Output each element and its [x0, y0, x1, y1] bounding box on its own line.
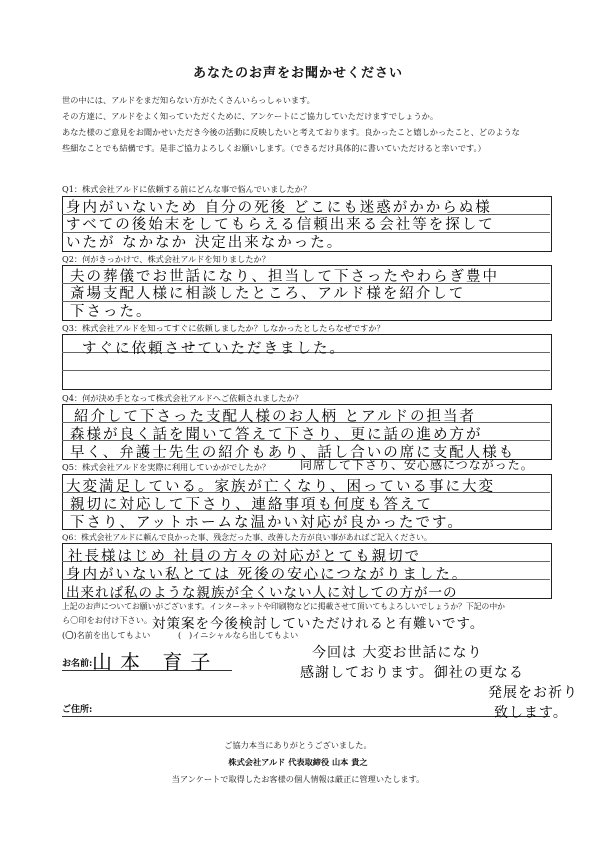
circle-mark: 〇 [65, 630, 74, 640]
handwritten-note-line: 致します。 [494, 705, 568, 721]
consent-text: ら〇印をお付け下さい。 [62, 615, 153, 625]
handwritten-answer-line: 紹介して下さった支配人様のお人柄 とアルドの担当者 [74, 409, 477, 425]
handwritten-answer-line: 下さり、アットホームな温かい対応が良かったです。 [70, 515, 464, 531]
address-label: ご住所: [62, 705, 93, 715]
handwritten-answer-line: 斎場支配人様に相談したところ、アルド様を紹介して [70, 286, 466, 302]
handwritten-answer-line: 早く、弁護士先生の紹介もあり、話し合いの席に支配人様も [70, 445, 516, 461]
question-5: Q5：株式会社アルドを実際に利用していかがでしたか？ [62, 462, 271, 472]
consent-text: 上記のお声についてお願いがございます。インターネットや印刷物などに掲載させて頂いてもよろしいでしょうか？下記の中か [62, 602, 505, 611]
question-1: Q1：株式会社アルドに依頼する前にどんな事で悩んでいましたか？ [62, 184, 312, 194]
consent-option-initial: ( )イニシャルなら出してもよい [178, 630, 299, 640]
footer-thanks: ご協力本当にありがとうございました。 [224, 740, 372, 750]
handwritten-comment: 対策案を今後検討していただけれると有難いです。 [152, 616, 485, 632]
handwritten-answer-line: 同席して下さり、安心感につながった。 [300, 458, 534, 472]
handwritten-note-line: 発展をお祈り [488, 685, 578, 701]
handwritten-answer-line: 社長様はじめ 社員の方々の対応がとても親切で [68, 549, 422, 565]
name-label: お名前: [62, 659, 93, 669]
question-4: Q4：何が決め手となって株式会社アルドへご依頼されましたか？ [62, 393, 303, 403]
intro-text [62, 92, 582, 156]
handwritten-answer-line: すべての後始末をしてもらえる信頼出来る会社等を探して [66, 217, 495, 233]
handwritten-answer-line: 身内がいない私とては 死後の安心につながりました。 [66, 567, 469, 583]
intro-line: 世の中には、アルドをまだ知らない方がたくさんいらっしゃいます。 [62, 95, 315, 105]
handwritten-answer-line: 森様が良く話を聞いて答えて下さり、更に話の進め方が [70, 427, 483, 443]
footer-company: 株式会社アルド 代表取締役 山本 貴之 [228, 757, 368, 767]
handwritten-answer-line: 下さった。 [70, 304, 153, 320]
intro-line: 些細なことでも結構です。是非ご協力よろしくお願いします。（できるだけ具体的に書いていただけると幸いです。） [62, 143, 486, 153]
handwritten-answer-line: すぐに依頼させていただきました。 [82, 341, 346, 357]
consent-option-name: (〇)名前を出してもよい [62, 630, 151, 640]
intro-line: その方達に、アルドをよく知っていただくために、アンケートにご協力していただけますでしょうか。 [62, 111, 439, 121]
handwritten-name: 山本 育子 [92, 650, 219, 674]
handwritten-answer-line: 夫の葬儀でお世話になり、担当して下さったやわらぎ豊中 [70, 269, 499, 285]
name-underline [62, 670, 232, 671]
handwritten-answer-line: 出来れば私のような親族が全くいない人に対しての方が一の [66, 585, 458, 601]
handwritten-answer-line: 身内がいないため 自分の死後 どこにも迷惑がかからぬ様 [66, 200, 492, 216]
handwritten-note-line: 今回は 大変お世話になり [312, 645, 483, 661]
footer-privacy: 当アンケートで取得したお客様の個人情報は厳正に管理いたします。 [171, 774, 425, 784]
handwritten-note-line: 感謝しております。御社の更なる [300, 665, 524, 681]
address-underline [62, 716, 550, 717]
intro-line: あなた様のご意見をお聞かせいただき今後の活動に反映したいと考えております。良かったこと嬉しかったこと、どのような [62, 127, 520, 137]
handwritten-answer-line: いたが なかなか 決定出来なかった。 [66, 235, 344, 251]
handwritten-answer-line: 大変満足している。家族が亡くなり、困っている事に大変 [66, 479, 495, 495]
question-2: Q2：何がきっかけで、株式会社アルドを知りましたか？ [62, 254, 270, 264]
answer-rule [62, 370, 550, 371]
question-6: Q6：株式会社アルドに頼んで良かった事、残念だった事、改善した方が良い事があればご記入ください。 [62, 533, 432, 542]
page-title: あなたのお声をお聞かせください [192, 66, 403, 81]
question-3: Q3：株式会社アルドを知ってすぐに依頼しましたか？しなかったとしたらなぜですか？ [62, 323, 385, 333]
handwritten-answer-line: 親切に対応して下さり、連絡事項も何度も答えて [70, 497, 433, 513]
